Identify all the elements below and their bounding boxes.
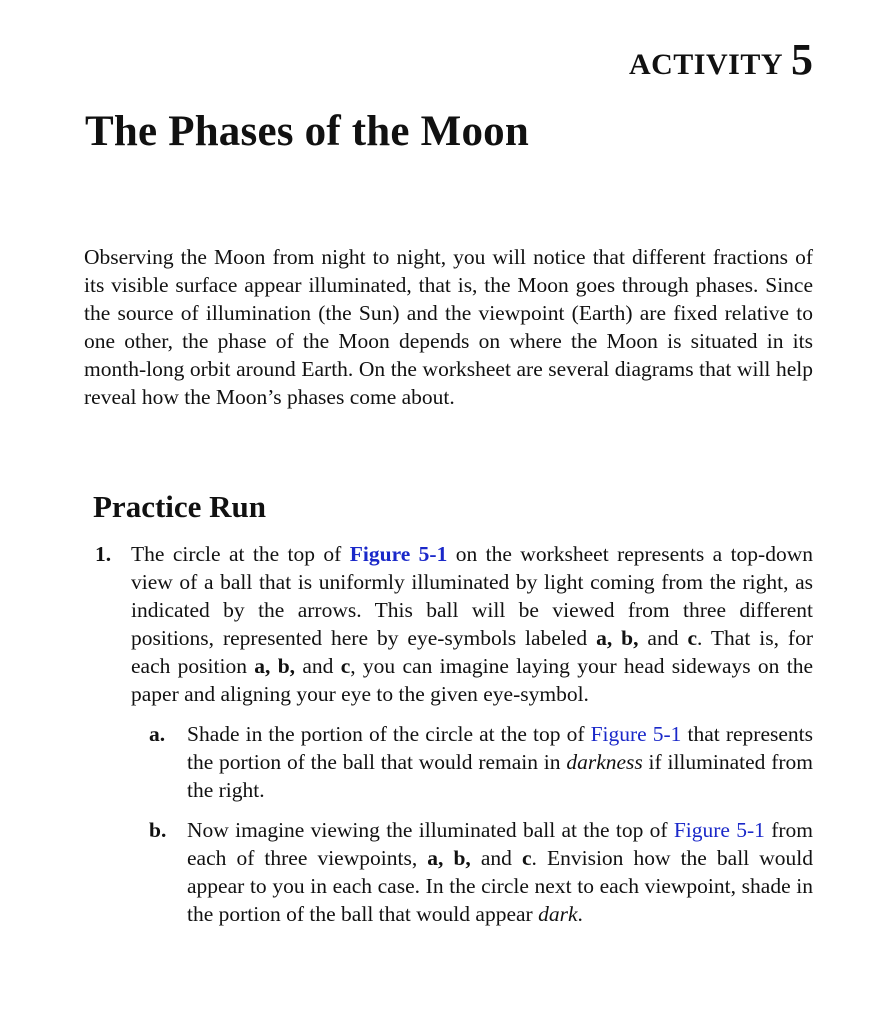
item-b-text: from each of three viewpoints, — [187, 818, 814, 871]
item-b-text: . — [577, 902, 583, 927]
item-1-text: on the worksheet represents a top-down view of a ball that is uniformly illuminated by light coming from the right, as indicated by the arrows. This ball will be viewed from three different positions, represented here by eye-symbols labeled — [131, 542, 813, 651]
section-heading-practice-run: Practice Run — [93, 489, 267, 524]
item-1-bold: a, b, — [596, 626, 639, 651]
figure-5-1-link[interactable]: Figure 5-1 — [349, 542, 448, 566]
item-a-text: if illuminated from the right. — [187, 750, 813, 803]
intro-paragraph: Observing the Moon from night to night, you will notice that different fractions of its visible surface appear illuminated, that is, the Moon goes through phases. Since the source of illumination (the Sun) and the viewpoint (Earth) are fixed relative to one other, the phase of the Moon depends on where the Moon is situated in its month-long orbit around Earth. On the worksheet are several diagrams that will help reveal how the Moon’s phases come about. — [84, 245, 813, 410]
figure-5-1-link[interactable]: Figure 5-1 — [590, 722, 682, 746]
activity-word: ACTIVITY — [628, 48, 783, 81]
item-1-bold: c — [687, 626, 697, 651]
figure-5-1-link[interactable]: Figure 5-1 — [673, 818, 765, 842]
item-1-bold: c — [340, 654, 351, 679]
item-1-marker: 1. — [95, 542, 112, 566]
item-b-text: Now imagine viewing the illuminated ball at the top of — [187, 818, 674, 842]
item-b-bold: a, b, — [427, 846, 471, 871]
item-1-text: . That is, for each position — [131, 626, 814, 679]
item-b-text: and — [470, 846, 522, 871]
item-a-emphasis: darkness — [566, 750, 643, 775]
item-a-text: Shade in the portion of the circle at the top of — [187, 722, 591, 746]
item-1-text: , you can imagine laying your head sideways on the paper and aligning your eye to the given eye-symbol. — [131, 654, 813, 707]
item-1-text: The circle at the top of — [131, 542, 350, 566]
page-title: The Phases of the Moon — [85, 108, 529, 155]
item-b-marker: b. — [149, 818, 167, 842]
item-a-marker: a. — [149, 722, 166, 746]
item-a-text: that represents the portion of the ball that would remain in — [187, 722, 813, 775]
practice-item-a — [149, 720, 813, 804]
item-b-emphasis: dark — [538, 902, 578, 927]
practice-item-b — [149, 816, 814, 928]
item-1-text: and — [638, 626, 688, 651]
item-b-bold: c — [521, 846, 532, 871]
activity-number: 5 — [791, 35, 813, 84]
activity-label — [629, 34, 813, 85]
item-1-bold: a, b, — [254, 654, 296, 679]
item-b-text: . Envision how the ball would appear to you in each case. In the circle next to each viewpoint, shade in the portion of the ball that would appear — [187, 846, 813, 927]
item-1-text: and — [295, 654, 341, 679]
practice-item-1 — [95, 540, 814, 709]
